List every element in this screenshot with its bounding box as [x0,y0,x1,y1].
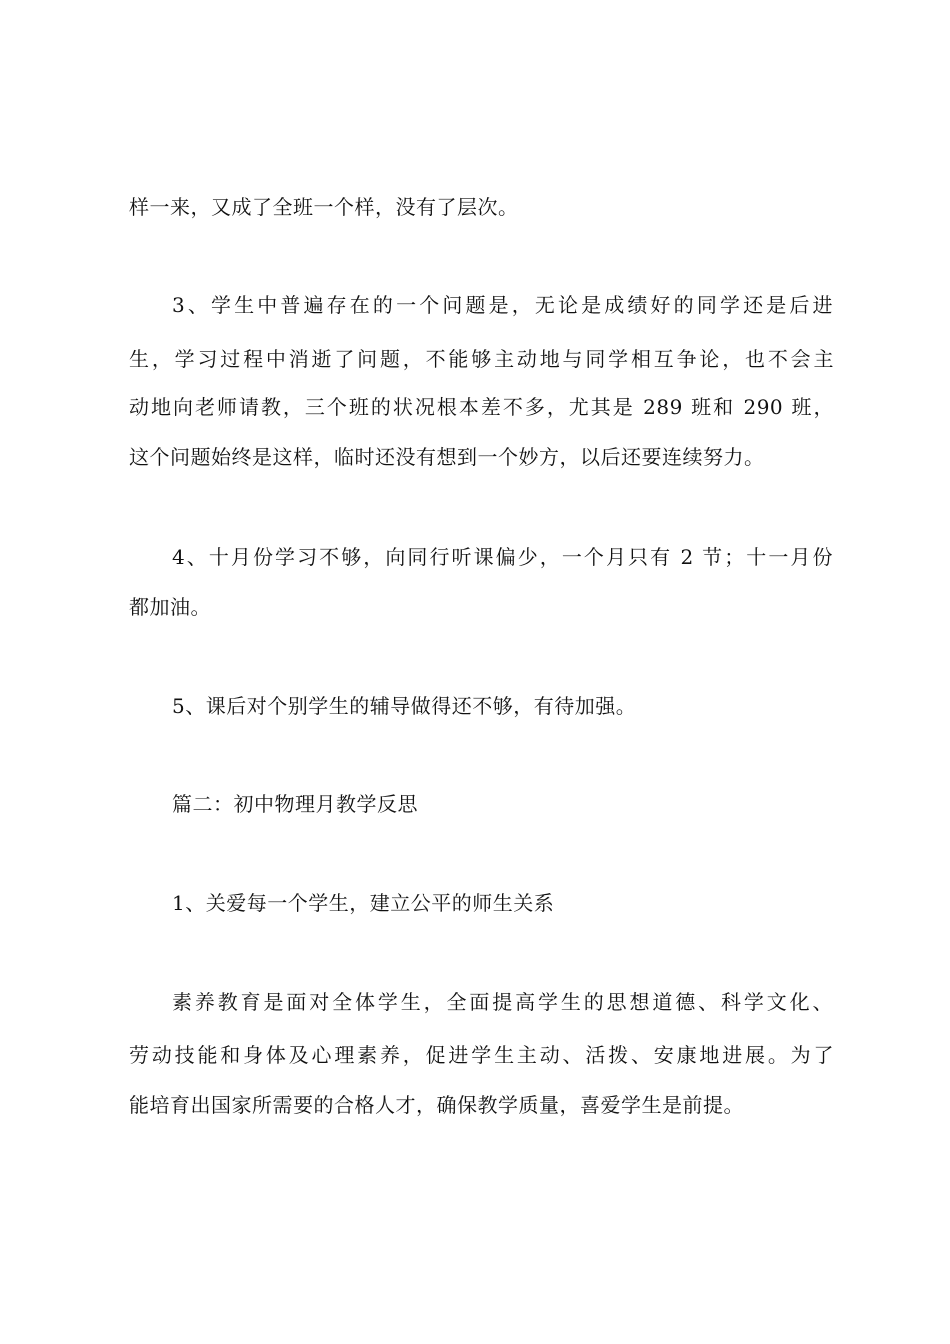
paragraph-line: 都加油。 [129,595,211,619]
paragraph-line: 样一来，又成了全班一个样，没有了层次。 [129,195,519,219]
paragraph-line: 动地向老师请教，三个班的状况根本差不多，尤其是 289 班和 290 班， [129,395,834,419]
paragraph-line: 这个问题始终是这样，临时还没有想到一个妙方，以后还要连续努力。 [129,445,765,469]
paragraph-line: 5、课后对个别学生的辅导做得还不够，有待加强。 [172,694,637,718]
section-heading: 篇二：初中物理月教学反思 [172,792,418,816]
paragraph-line: 素养教育是面对全体学生，全面提高学生的思想道德、科学文化、 [172,990,833,1014]
paragraph-line: 4、十月份学习不够，向同行听课偏少，一个月只有 2 节；十一月份 [172,545,833,569]
subheading: 1、关爱每一个学生，建立公平的师生关系 [172,891,555,915]
paragraph-line: 能培育出国家所需要的合格人才，确保教学质量，喜爱学生是前提。 [129,1093,744,1117]
paragraph-line: 生，学习过程中消逝了问题，不能够主动地与同学相互争论，也不会主 [129,347,834,371]
paragraph-line: 劳动技能和身体及心理素养，促进学生主动、活拨、安康地进展。为了 [129,1043,834,1067]
paragraph-line: 3、学生中普遍存在的一个问题是，无论是成绩好的同学还是后进 [172,293,833,317]
